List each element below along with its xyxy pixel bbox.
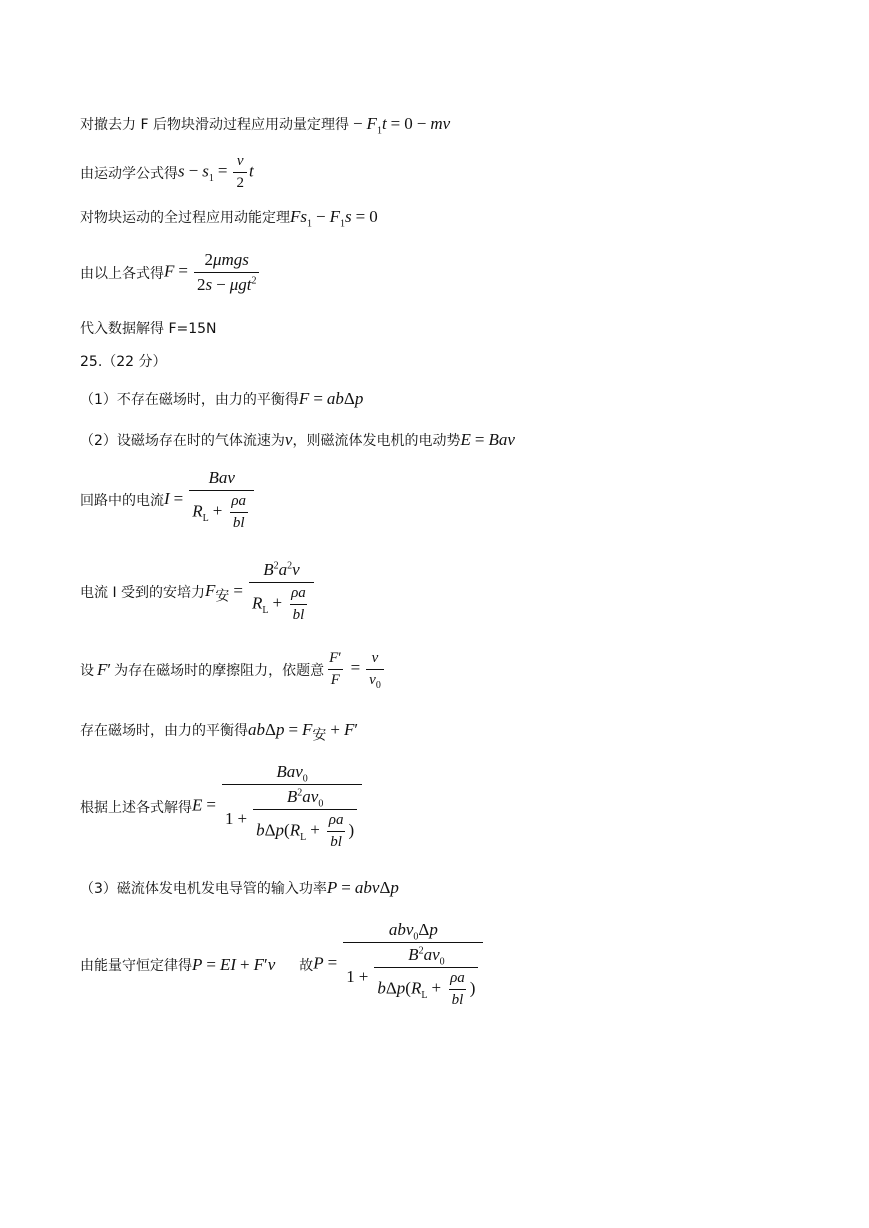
formula-current: I = Bav $R_L$ + $\frac{\rho a}{bl}$	[164, 468, 256, 532]
text-energy-conservation: 由能量守恒定律得	[80, 957, 192, 974]
formula-power-final: P = abv$_0$Δp 1 + $B^2av_0$ $b\Delta p(R_L$ + $\frac{\rho a}{bl}$ )	[313, 920, 485, 1009]
formula-solve-e: E = Bav$_0$ 1 + $B^2av_0$ $b\Delta p(R_L$ + $\frac{\rho a}{bl}$ )	[192, 762, 364, 851]
subscript-an: 安	[312, 727, 327, 744]
eq-line-result	[80, 318, 217, 338]
formula-fprime: F′	[97, 659, 112, 679]
eq-line-solve-e	[80, 762, 364, 851]
eq-line-power-in	[80, 878, 399, 898]
text-current: 回路中的电流	[80, 493, 164, 509]
text-result: 代入数据解得 F=15N	[80, 321, 217, 337]
eq-line-ampere	[80, 560, 316, 624]
eq-line-kinematics	[80, 153, 254, 192]
eq-line-balance-no-field	[80, 389, 363, 409]
formula-v: v	[284, 430, 293, 449]
text-combine: 由以上各式得	[80, 265, 164, 282]
text-friction-a: 设	[80, 662, 94, 679]
subscript-an: 安	[215, 588, 230, 605]
formula-kinematics: $s - s_1$ = $\frac{v}{2}$ t	[178, 153, 254, 191]
formula-friction: $\frac{F'}{F}$ = $\frac{v}{v_0}$	[324, 650, 386, 689]
eq-line-current	[80, 468, 256, 532]
section-heading-25	[80, 351, 167, 371]
text-momentum: 对撤去力 F 后物块滑动过程应用动量定理得	[80, 117, 349, 133]
text-balance-field: 存在磁场时，由力的平衡得	[80, 723, 248, 739]
eq-line-emf	[80, 430, 515, 450]
eq-line-momentum	[80, 114, 451, 137]
formula-momentum: − $F_1t = 0$ − mv	[352, 114, 451, 137]
eq-line-friction	[80, 650, 386, 689]
text-ampere: 电流 I 受到的安培力	[80, 585, 206, 601]
eq-line-balance-field	[80, 720, 359, 744]
text-energy: 对物块运动的全过程应用动能定理	[80, 210, 290, 226]
formula-power-in: P = abvΔp	[326, 878, 399, 897]
formula-combine: F = $\frac{\text{2μmgs}}{2s - \mu gt^2}$	[164, 250, 261, 295]
formula-balance-no-field: F = abΔp	[298, 389, 364, 408]
eq-line-combine	[80, 250, 261, 295]
eq-line-energy	[80, 207, 378, 230]
text-friction-b: 为存在磁场时的摩擦阻力，依题意	[114, 662, 325, 679]
text-emf-b: ，则磁流体发电机的电动势	[292, 433, 461, 449]
formula-ampere: $F_安$ = $B^2a^2v$ $R_L$ + $\frac{\rho a}{bl}$	[205, 560, 316, 624]
text-kinematics: 由运动学公式得	[80, 165, 178, 182]
text-power-in: （3）磁流体发电机发电导管的输入功率	[80, 881, 327, 897]
formula-energy-conservation: P = EI + F′v	[192, 954, 276, 974]
formula-emf: E = Bav	[460, 430, 515, 449]
text-therefore: 故	[299, 957, 314, 974]
text-solve-e: 根据上述各式解得	[80, 799, 192, 816]
text-emf-a: （2）设磁场存在时的气体流速为	[80, 433, 285, 449]
eq-line-energy-conservation	[80, 920, 485, 1009]
text-balance-no-field: （1）不存在磁场时，由力的平衡得	[80, 392, 299, 408]
formula-energy: $Fs_1 - F_1s = 0$	[290, 207, 378, 230]
text-heading-25: 25.（22 分）	[80, 354, 167, 370]
formula-balance-field: $ab\Delta p = F_安 + F'$	[248, 720, 359, 744]
